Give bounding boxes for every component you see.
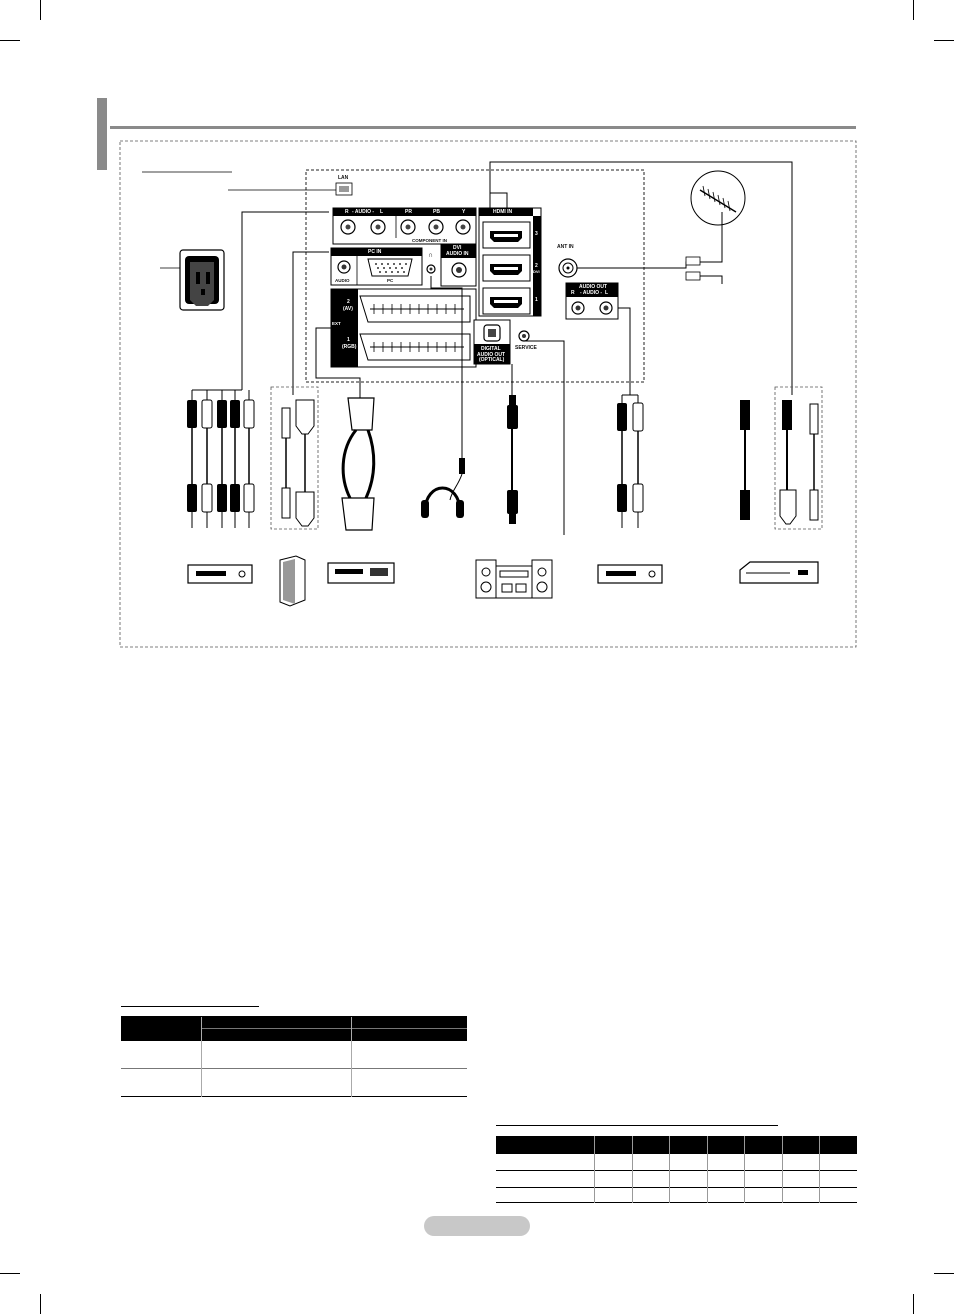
scart-cable-icon [342, 398, 374, 530]
antenna-icon [691, 171, 745, 225]
hdmi-dvi-cable-icon [780, 400, 818, 524]
digital-audio-label-3: (OPTICAL) [479, 357, 505, 363]
hdmi-cable-icon [740, 400, 750, 520]
audio-label: - AUDIO - [352, 209, 375, 215]
lan-label: LAN [338, 175, 349, 181]
ant-in-label: ANT IN [557, 244, 574, 250]
dvi-audio-in-label-1: DVI [453, 245, 462, 251]
ext-label: EXT [332, 321, 341, 326]
hdmi-1-label: 1 [535, 297, 538, 303]
table-title-underline [121, 1006, 259, 1007]
hdmi-in-label: HDMI IN [493, 209, 513, 215]
vcr-icon [598, 565, 662, 583]
spec-table-left [121, 1006, 467, 1106]
rca-cable-icon [187, 400, 254, 528]
scart-2-label: 2 [347, 299, 350, 305]
audio-out-mid-label: - AUDIO - [580, 290, 603, 296]
audio-out-l-label: L [605, 290, 609, 296]
pb-label: PB [433, 209, 440, 215]
hdmi-2-label: 2 [535, 263, 538, 269]
table-title-underline [496, 1125, 778, 1126]
page-number-pill [424, 1216, 530, 1236]
dvd-player-icon [740, 562, 818, 583]
audio-out-label: AUDIO OUT [579, 284, 608, 290]
y-label: Y [462, 209, 466, 215]
dvi-audio-in-label-2: AUDIO IN [446, 251, 469, 257]
optical-cable-icon [507, 395, 518, 524]
audio-system-icon [476, 560, 552, 598]
audio-l-label: L [380, 209, 384, 215]
audio-r-label: R [345, 209, 349, 215]
headphone-label: ∩ [428, 252, 434, 259]
scart-1-rgb-label: (RGB) [342, 344, 357, 350]
pc-audio-label: AUDIO [335, 278, 350, 283]
rca-audio-out-cable-icon [617, 403, 643, 528]
pc-label: PC [387, 278, 394, 283]
power-socket-icon [180, 250, 224, 310]
spec-table-right [496, 1125, 857, 1205]
digital-audio-label-2: AUDIO OUT [477, 352, 506, 358]
digital-audio-label-1: DIGITAL [481, 346, 501, 352]
pr-label: PR [405, 209, 412, 215]
pc-in-label: PC IN [368, 249, 382, 255]
audio-out-r-label: R [571, 290, 575, 296]
hdmi-2-dvi-label: DVI [533, 269, 540, 274]
scart-1-label: 1 [347, 337, 350, 343]
component-in-label: COMPONENT IN [412, 238, 448, 243]
vcr-icon [188, 565, 252, 583]
set-top-box-icon [328, 563, 394, 583]
hdmi-3-label: 3 [535, 231, 538, 237]
pc-tower-icon [280, 556, 305, 606]
dvi-audio-cable-icon [282, 400, 314, 526]
lan-port-icon [336, 183, 352, 195]
headphones-icon [421, 440, 465, 518]
service-label: SERVICE [515, 345, 537, 351]
scart-2-av-label: (AV) [343, 306, 353, 312]
